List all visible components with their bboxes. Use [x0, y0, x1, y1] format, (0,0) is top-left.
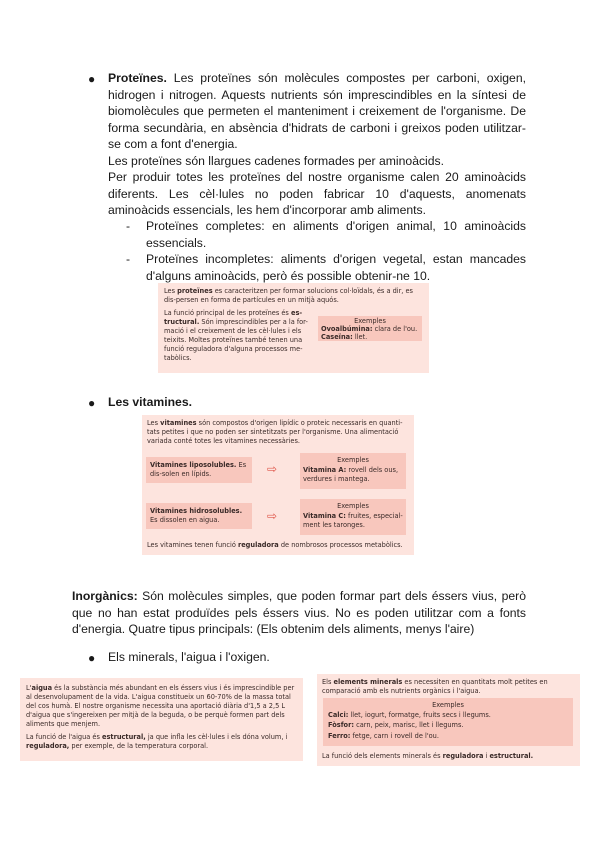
hidrosolubles-box [146, 503, 252, 529]
vitamines-heading: Les vitamines. [108, 395, 192, 409]
bullet-dot: ● [88, 651, 96, 665]
exemples-title: Exemples [354, 317, 386, 325]
aigua-card-p1: L'aigua és la substància més abundant en els éssers vius i és imprescindible per al desenvolupament de la vida. L'aigua constitueix un 60-70% de la massa total del cos humà. El nostre organisme necessita una aportació diària d'1,5 a 2,5 L d'aigua que s'ingereixen per mitjà de la beguda, o be perquè formen part dels aliments que menjem. [26, 684, 295, 728]
minerals-card-footer: La funció dels elements minerals és reguladora i estructural. [322, 752, 534, 760]
exemple-ferro: Ferro: fetge, carn i rovell de l'ou. [328, 732, 439, 740]
proteines-exemples-box [318, 316, 422, 341]
dash: - [126, 252, 131, 266]
proteines-info-card [158, 283, 429, 373]
vitamines-card-footer: Les vitamines tenen funció reguladora de nombrosos processos metabòlics. [147, 541, 403, 549]
exemple-calci: Calci: llet, iogurt, formatge, fruits secs i llegums. [328, 711, 491, 719]
bullet-dot: ● [88, 396, 96, 410]
proteines-incompletes: Proteïnes incompletes: aliments d'origen vegetal, estan mancades d'alguns aminoàcids, però és possible obtenir-ne 10. [146, 252, 526, 283]
proteines-cadenes: Les proteïnes són llargues cadenes formades per aminoàcids. [108, 154, 445, 168]
dash: - [126, 219, 131, 233]
vitamines-card-intro: Les vitamines són compostos d'origen lipídic o proteic necessaris en quanti-tats petites i que no poden ser sintetitzats per l'organisme. Una alimentació variada conté totes les vitamines necessàries. [147, 419, 403, 445]
arrow-right-icon: ⇨ [267, 462, 278, 476]
bullet-dot: ● [88, 72, 96, 86]
proteines-card-funcio: La funció principal de les proteïnes és es-tructural. Són imprescindibles per a la for-mació i el creixement de les cèl·lules i els teixits. Moltes proteïnes també tenen una funció reguladora d'alguna processos me-tabòlics. [164, 309, 308, 362]
aigua-info-card [20, 678, 303, 761]
exemples-title: Exemples [432, 701, 464, 709]
vitamines-info-card [142, 415, 414, 555]
proteines-paragraph: Proteïnes. Les proteïnes són molècules compostes per carboni, oxigen, hidrogen i nitrogen. Aquests nutrients són imprescindibles en la síntesi de biomolècules que permeten el manteniment i creixement de l'organisme. De forma secundària, en absència d'hidrats de carboni i greixos poden utilitzar-se com a font d'energia. [108, 71, 526, 152]
liposolubles-box [146, 457, 252, 483]
arrow-right-icon: ⇨ [267, 509, 278, 523]
inorganics-paragraph: Inorgànics: Són molècules simples, que poden formar part dels éssers vius, però que no han estat produïdes pels éssers vius. No es poden utilitzar com a fonts d'energia. Quatre tipus principals: (Els obtenim dels aliments, menys l'aire) [72, 589, 526, 637]
proteines-aminoacids: Per produir totes les proteïnes del nostre organisme calen 20 aminoàcids diferents. Les cèl·lules no poden fabricar 10 d'aquests, anomenats aminoàcids essencials, les hem d'incorporar amb aliments. [108, 170, 526, 218]
inorganics-bullet: Els minerals, l'aigua i l'oxigen. [108, 650, 270, 664]
vitamina-c-text: Vitamina C: fruites, especial-ment les taronges. [303, 512, 403, 529]
exemple-fosfor: Fòsfor: carn, peix, marisc, llet i llegums. [328, 721, 464, 729]
proteines-completes: Proteïnes completes: en aliments d'origen animal, 10 aminoàcids essencials. [146, 219, 526, 250]
vitamina-a-box [300, 453, 406, 489]
exemple-ovoalbumina: Ovoalbúmina: clara de l'ou. [321, 325, 418, 333]
liposolubles-text: Vitamines liposolubles. Es dis-solen en lípids. [150, 461, 247, 478]
exemples-title: Exemples [337, 502, 369, 510]
minerals-info-card [317, 674, 580, 766]
vitamina-c-box [300, 499, 406, 535]
minerals-exemples-box [323, 698, 573, 746]
exemple-caseina: Caseïna: llet. [321, 333, 368, 341]
hidrosolubles-text: Vitamines hidrosolubles. Es dissolen en aigua. [150, 507, 243, 524]
exemples-title: Exemples [337, 456, 369, 464]
proteines-heading: Proteïnes. [108, 71, 167, 85]
aigua-card-p2: La funció de l'aigua és estructural, ja que infla les cèl·lules i els dóna volum, i reguladora, per exemple, de la temperatura corporal. [26, 733, 288, 750]
proteines-card-intro: Les proteïnes es caracteritzen per formar solucions col·loïdals, és a dir, es dis-persen en forma de partícules en un mitjà aquós. [164, 287, 413, 304]
vitamina-a-text: Vitamina A: rovell dels ous, verdures i mantega. [303, 466, 399, 483]
inorganics-heading: Inorgànics: [72, 589, 138, 603]
minerals-card-intro: Els elements minerals es necessiten en quantitats molt petites en comparació amb els nutrients orgànics i l'aigua. [322, 678, 548, 695]
